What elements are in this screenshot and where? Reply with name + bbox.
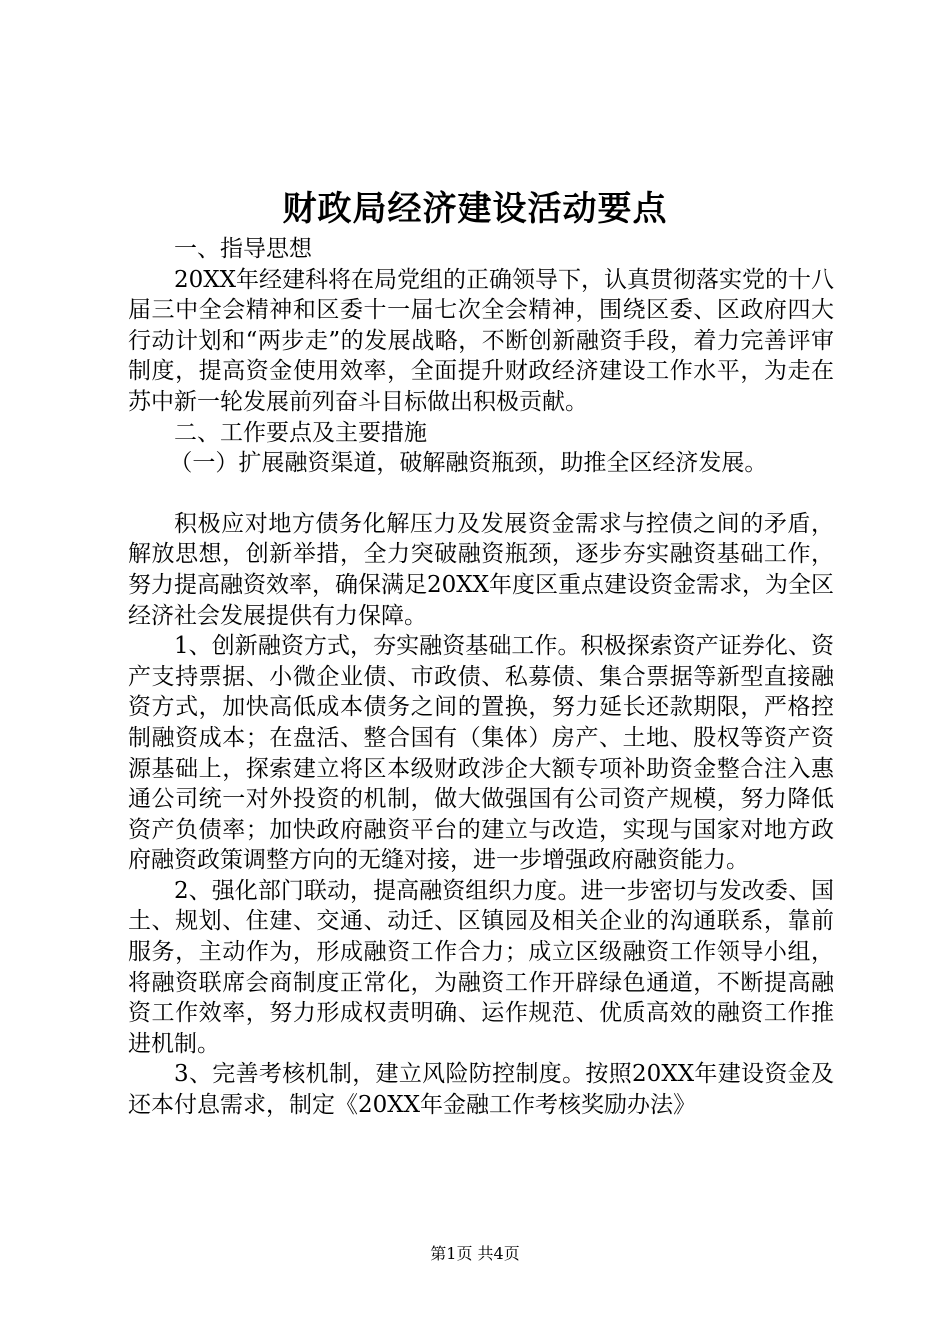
page-number-footer: 第1页 共4页 <box>430 1244 520 1263</box>
subsection-heading-financing: （一）扩展融资渠道，破解融资瓶颈，助推全区经济发展。 <box>169 450 768 477</box>
document-body <box>128 234 834 1121</box>
paragraph-item-1: 1、创新融资方式，夯实融资基础工作。积极探索资产证券化、资产支持票据、小微企业债、市政债、私募债、集合票据等新型直接融资方式，加快高低成本债务之间的置换，努力延长还款期限，严格控制融资成本；在盘活、整合国有（集体）房产、土地、股权等资产资源基础上，探索建立将区本级财政涉企大额专项补助资金整合注入惠通公司统一对外投资的机制，做大做强国有公司资产规模，努力降低资产负债率；加快政府融资平台的建立与改造，实现与国家对地方政府融资政策调整方向的无缝对接，进一步增强政府融资能力。 <box>128 633 834 874</box>
section-heading-work-points: 二、工作要点及主要措施 <box>174 419 427 446</box>
paragraph-financing-overview: 积极应对地方债务化解压力及发展资金需求与控债之间的矛盾，解放思想，创新举措，全力突破融资瓶颈，逐步夯实融资基础工作，努力提高融资效率，确保满足20XX年度区重点建设资金需求，为全区经济社会发展提供有力保障。 <box>128 510 835 629</box>
section-heading-guiding-thought: 一、指导思想 <box>174 236 312 262</box>
document-title: 财政局经济建设活动要点 <box>282 189 668 229</box>
paragraph-item-3: 3、完善考核机制，建立风险防控制度。按照20XX年建设资金及还本付息需求，制定《20XX年金融工作考核奖励办法》 <box>128 1061 834 1119</box>
paragraph-guiding-thought: 20XX年经建科将在局党组的正确领导下，认真贯彻落实党的十八届三中全会精神和区委十一届七次全会精神，围绕区委、区政府四大行动计划和“两步走”的发展战略，不断创新融资手段，着力完善评审制度，提高资金使用效率，全面提升财政经济建设工作水平，为走在苏中新一轮发展前列奋斗目标做出积极贡献。 <box>128 266 835 415</box>
paragraph-item-2: 2、强化部门联动，提高融资组织力度。进一步密切与发改委、国土、规划、住建、交通、动迁、区镇园及相关企业的沟通联系，靠前服务，主动作为，形成融资工作合力；成立区级融资工作领导小组，将融资联席会商制度正常化，为融资工作开辟绿色通道，不断提高融资工作效率，努力形成权责明确、运作规范、优质高效的融资工作推进机制。 <box>128 877 834 1057</box>
